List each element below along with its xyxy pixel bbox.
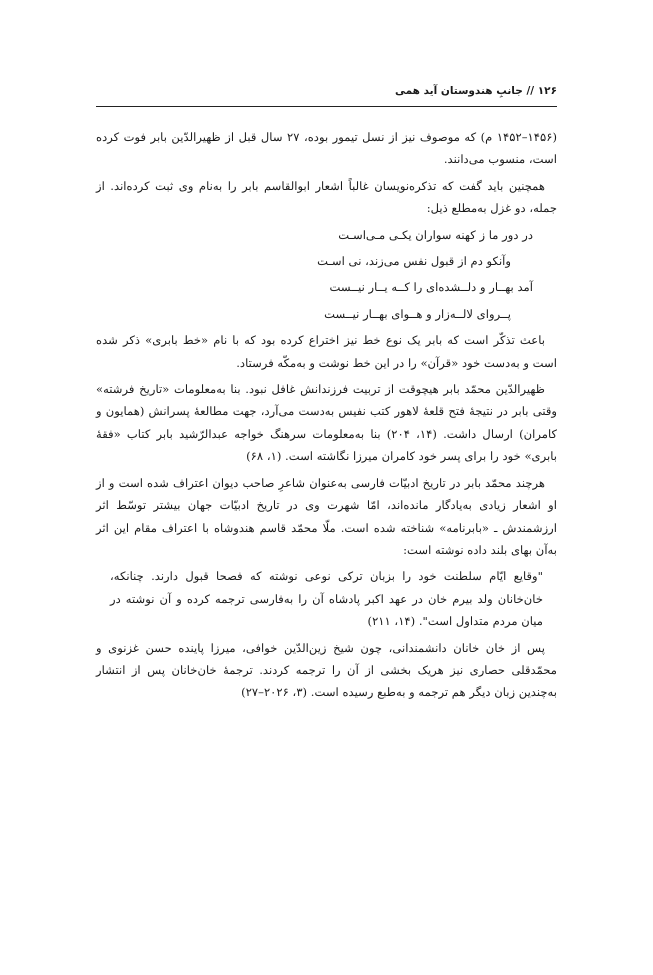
- verse-hemistich: در دور ما ز کهنه سواران یکـی مـی‌اسـت: [338, 227, 533, 242]
- page-number: ۱۲۶: [537, 85, 557, 97]
- page-body: [96, 126, 557, 708]
- paragraph: (۱۴۵۶–۱۴۵۲ م) که موصوف نیز از نسل تیمور بوده، ۲۷ سال قبل از ظهیرالدّین بابر فوت کرده است، منسوب می‌دانند.: [96, 130, 557, 167]
- verse-hemistich: وآنکو دم از قبول نفس می‌زند، نی اسـت: [317, 254, 511, 269]
- header-separator: //: [526, 85, 535, 97]
- running-header: [96, 82, 557, 107]
- verse-hemistich: آمد بهــار و دلــشده‌ای را کــه یــار نیــست: [329, 280, 533, 295]
- paragraph: هرچند محمّد بابر در تاریخ ادبیّات فارسی به‌عنوان شاعرِ صاحب دیوان اعتراف شده است و از او اشعار زیادی به‌یادگار مانده‌اند، امّا شهرت وی در تاریخ ادبیّات جهان بیشتر توسّط اثر ارزشمندش ـ «بابرنامه» شناخته شده است. ملّا محمّد قاسم هندوشاه با اعتراف مقام این اثر به‌آن بهای بلند داده نوشته است:: [96, 475, 557, 557]
- paragraph: همچنین باید گفت که تذکره‌نویسان غالباً اشعار ابوالقاسم بابر را به‌نام وی ثبت کرده‌اند. از جمله، دو غزل به‌مطلع ذیل:: [96, 178, 557, 216]
- paragraph: پس از خان خانان دانشمندانی، چون شیخ زین‌الدّین خوافی، میرزا پاینده حسن غزنوی و محمّدقلی حصاری نیز هریک بخشی از آن را ترجمه کردند. ترجمهٔ خان‌خانان پس از انتشار به‌چندین زبان دیگر هم ترجمه و به‌طبع رسیده است. (۳، ۲۰۲۶–۲۷): [96, 640, 557, 700]
- book-title: جانبِ هندوستان آید همی: [395, 85, 523, 97]
- block-quote: "وقایع ایّام سلطنت خود را بزبان ترکی نوعی نوشته که فصحا قبول دارند. چنانکه، خان‌خانان ولد بیرم خان در عهد اکبر پادشاه آن را به‌فارسی ترجمه کرده و آن نوشته در میان مردم متداول است". (۱۴، ۲۱۱): [110, 569, 543, 629]
- poem: [96, 224, 557, 326]
- paragraph: باعث تذکّر است که بابر یک نوع خط نیز اختراع کرده بود که با نام «خط بابری» ذکر شده است و به‌دست خود «قرآن» را در این خط نوشت و به‌مکّه فرستاد.: [96, 333, 557, 370]
- verse-hemistich: پــروای لالــه‌زار و هــوای بهــار نیــست: [324, 306, 511, 321]
- paragraph: ظهیرالدّین محمّد بابر هیچوقت از تربیت فرزندانش غافل نبود. بنا به‌معلومات «تاریخ فرشته» وقتی بابر در نتیجهٔ فتح قلعهٔ لاهور کتب نفیس به‌دست می‌آرد، جهت مطالعهٔ پسرانش (همایون و کامران) ارسال داشت. (۱۴، ۲۰۴) بنا به‌معلومات سرهنگ خواجه عبدالرّشید بابر کتاب «فقهٔ بابری» خود را برای پسر خود کامران میرزا نگاشته است. (۱، ۶۸): [96, 382, 557, 464]
